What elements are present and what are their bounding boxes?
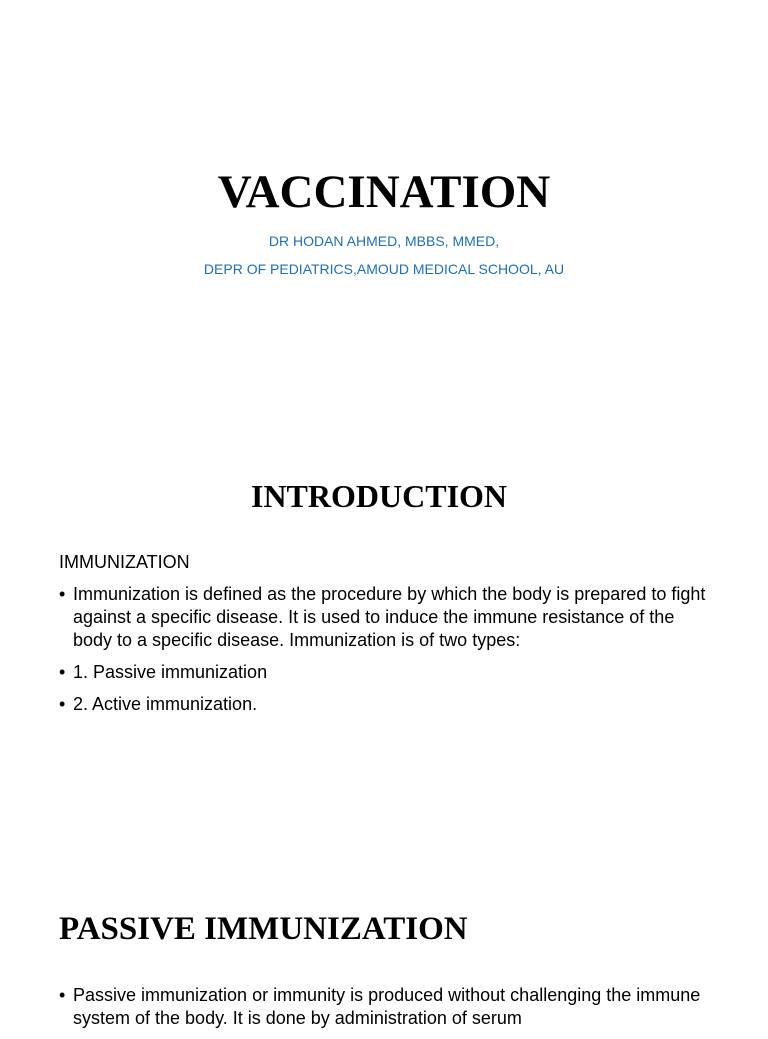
bullet-text: 2. Active immunization. (73, 694, 258, 714)
bullet-text: Immunization is defined as the procedure by which the body is prepared to fight against a specific disease. It is used to induce the immune resistance of the body to a specific disease. Immunization is of two types: (73, 584, 706, 650)
bullet-item (59, 693, 709, 716)
passive-immunization-slide (0, 862, 768, 1028)
affiliation-line: DEPR OF PEDIATRICS,AMOUD MEDICAL SCHOOL, AU (203, 261, 565, 277)
bullet-icon: • (59, 662, 66, 682)
bullet-icon: • (59, 694, 66, 714)
passive-immunization-heading: PASSIVE IMMUNIZATION (59, 911, 468, 947)
introduction-heading: INTRODUCTION (250, 478, 508, 514)
slide-title: VACCINATION (217, 166, 551, 218)
bullet-icon: • (59, 584, 66, 604)
title-slide (0, 0, 768, 430)
bullet-item (59, 984, 709, 1030)
bullet-item (59, 661, 709, 684)
bullet-item (59, 583, 709, 652)
bullet-text: Passive immunization or immunity is produced without challenging the immune system of the body. It is done by administration of serum (73, 985, 701, 1028)
author-line: DR HODAN AHMED, MBBS, MMED, (268, 233, 500, 249)
bullet-text: 1. Passive immunization (73, 662, 268, 682)
bullet-icon: • (59, 985, 66, 1005)
introduction-bullet-list (59, 583, 709, 725)
introduction-slide (0, 430, 768, 862)
immunization-label: IMMUNIZATION (59, 552, 190, 572)
passive-bullet-list (59, 984, 709, 1039)
